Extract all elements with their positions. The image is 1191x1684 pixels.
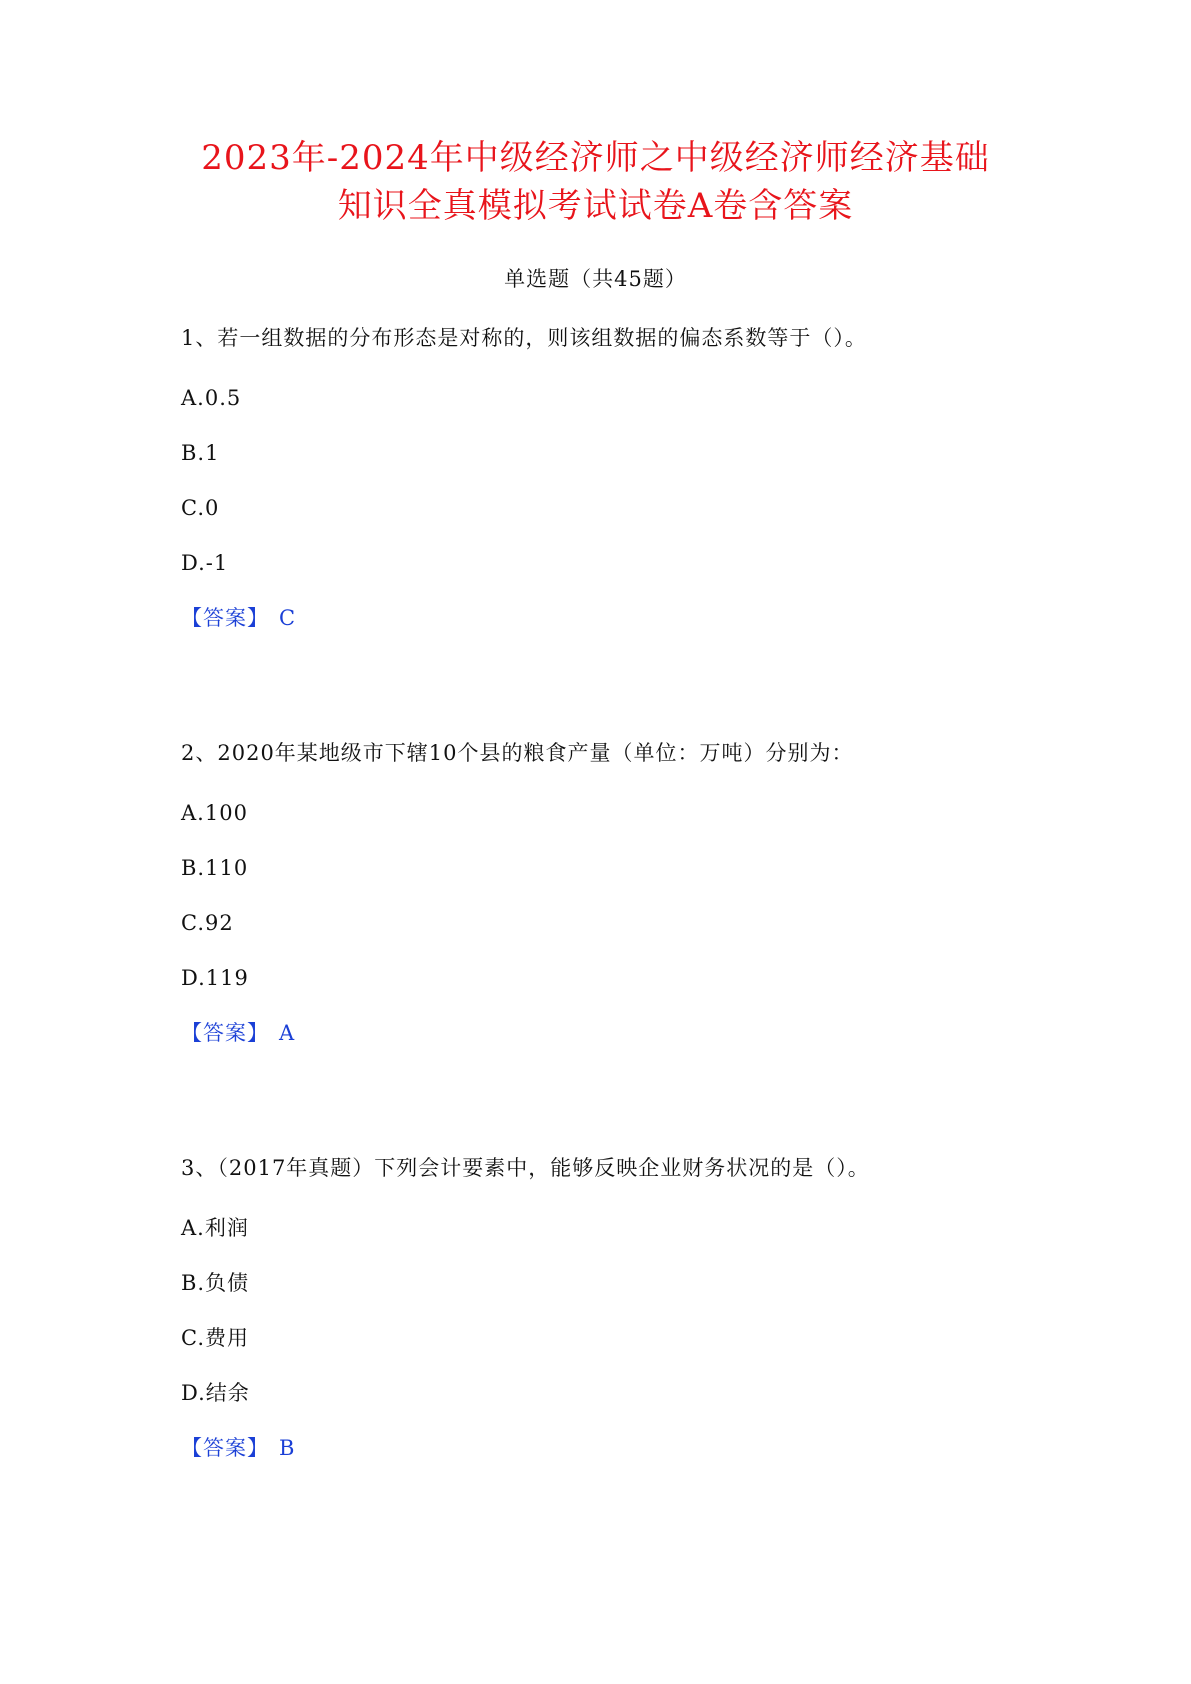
answer (181, 603, 296, 633)
question-stem: 2、2020年某地级市下辖10个县的粮食产量（单位：万吨）分别为： (181, 741, 854, 765)
answer-label: 【答案】 (181, 1021, 269, 1045)
answer-value: C (279, 606, 297, 630)
option-b: B.110 (181, 856, 249, 880)
section-heading: 单选题（共45题） (504, 267, 687, 291)
option-d: D.结余 (181, 1381, 250, 1405)
option-c: C.费用 (181, 1326, 249, 1350)
option-c: C.92 (181, 911, 234, 935)
answer (181, 1433, 295, 1463)
option-a: A.利润 (181, 1216, 249, 1240)
option-d: D.119 (181, 966, 249, 990)
option-b: B.负债 (181, 1271, 250, 1295)
answer-label: 【答案】 (181, 606, 269, 630)
question-stem: 1、若一组数据的分布形态是对称的，则该组数据的偏态系数等于（）。 (181, 326, 867, 350)
title-line-1: 2023年-2024年中级经济师之中级经济师经济基础 (201, 138, 990, 178)
option-c: C.0 (181, 496, 220, 520)
answer-label: 【答案】 (181, 1436, 269, 1460)
answer-value: B (279, 1436, 296, 1460)
option-a: A.0.5 (181, 386, 242, 410)
answer (181, 1018, 295, 1048)
title-line-2: 知识全真模拟考试试卷A卷含答案 (337, 186, 854, 226)
option-a: A.100 (181, 801, 248, 825)
option-b: B.1 (181, 441, 220, 465)
option-d: D.-1 (181, 551, 229, 575)
question-stem: 3、（2017年真题）下列会计要素中，能够反映企业财务状况的是（）。 (181, 1156, 870, 1180)
answer-value: A (279, 1021, 296, 1045)
